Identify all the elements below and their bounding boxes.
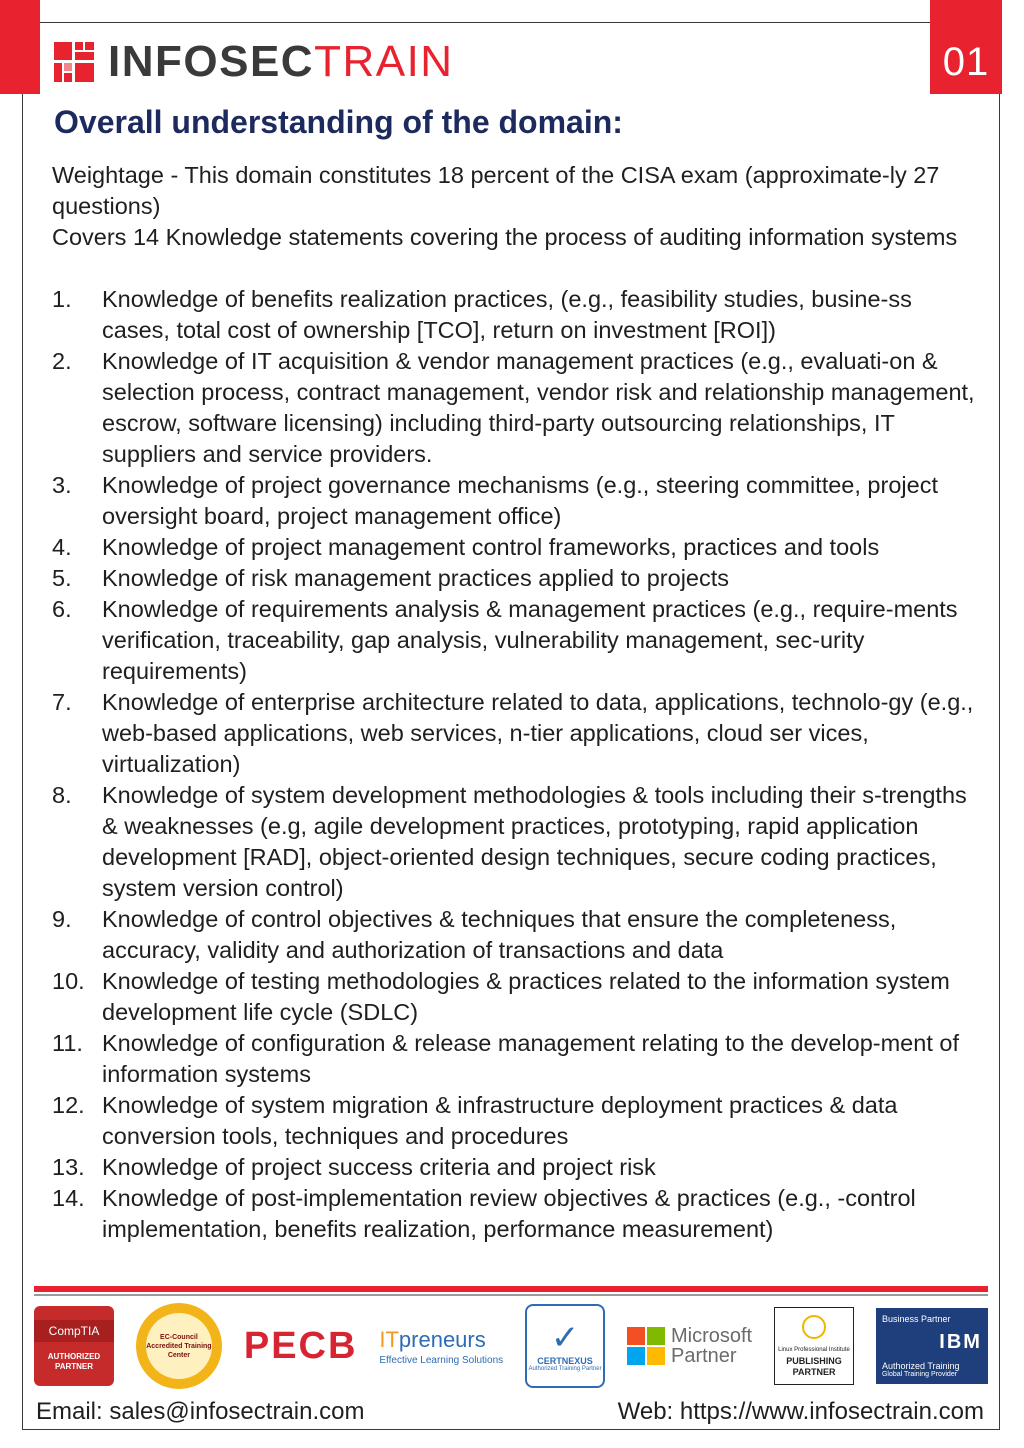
brand-part-2: TRAIN — [314, 37, 454, 86]
list-item-text: Knowledge of IT acquisition & vendor management practices (e.g., evaluati-on & selection process, contract management, vendor risk and relationship management, escrow, software licensing) including third-party outsourcing relationships, IT suppliers and service providers. — [102, 348, 975, 467]
page-title: Overall understanding of the domain: — [54, 104, 623, 140]
list-item-text: Knowledge of control objectives & techniques that ensure the completeness, accuracy, validity and authorization of transactions and data — [102, 906, 897, 963]
intro — [52, 160, 977, 253]
list-item-number: 10. — [52, 968, 85, 994]
list-item — [52, 1152, 977, 1183]
logo-mark-icon — [54, 42, 94, 82]
list-item-text: Knowledge of project success criteria and project risk — [102, 1154, 656, 1180]
brand-logo — [54, 37, 454, 86]
list-item-number: 1. — [52, 286, 72, 312]
itpreneurs-logo: ITpreneurs Effective Learning Solutions — [379, 1326, 504, 1366]
list-item-number: 12. — [52, 1092, 85, 1118]
list-item — [52, 284, 977, 346]
list-item-text: Knowledge of post-implementation review objectives & practices (e.g., -control implementation, benefits realization, performance measurement) — [102, 1185, 916, 1242]
list-item-text: Knowledge of project management control frameworks, practices and tools — [102, 534, 880, 560]
list-item-number: 6. — [52, 596, 72, 622]
list-item-text: Knowledge of system development methodologies & tools including their s-trengths & weaknesses (e.g, agile development practices, prototyping, rapid application development [RAD], object-oriented design techniques, secure coding practices, system version control) — [102, 782, 967, 901]
lpi-publishing-partner-logo: Linux Professional Institute PUBLISHING PARTNER — [774, 1307, 854, 1385]
list-item — [52, 563, 977, 594]
list-item — [52, 1183, 977, 1245]
list-item-number: 3. — [52, 472, 72, 498]
footer-web: Web: https://www.infosectrain.com — [617, 1398, 984, 1425]
list-item-number: 9. — [52, 906, 72, 932]
knowledge-list — [52, 284, 977, 1245]
list-item-number: 7. — [52, 689, 72, 715]
list-item-number: 8. — [52, 782, 72, 808]
list-item-number: 2. — [52, 348, 72, 374]
footer-email: Email: sales@infosectrain.com — [36, 1398, 365, 1425]
list-item — [52, 1028, 977, 1090]
ibm-business-partner-logo: Business Partner IBM Authorized Training Global Training Provider — [876, 1308, 988, 1384]
list-item-text: Knowledge of benefits realization practices, (e.g., feasibility studies, busine-ss cases, total cost of ownership [TCO], return on investment [ROI]) — [102, 286, 912, 343]
list-item-text: Knowledge of configuration & release management relating to the develop-ment of information systems — [102, 1030, 959, 1087]
list-item — [52, 470, 977, 532]
list-item — [52, 532, 977, 563]
certnexus-logo: ✓ CERTNEXUS Authorized Training Partner — [525, 1304, 605, 1388]
brand-name — [108, 37, 454, 86]
lpi-icon — [802, 1315, 826, 1339]
comptia-logo: CompTIA AUTHORIZED PARTNER — [34, 1306, 114, 1386]
main-content — [52, 160, 977, 1245]
list-item — [52, 594, 977, 687]
list-item-text: Knowledge of system migration & infrastructure deployment practices & data conversion tools, techniques and procedures — [102, 1092, 898, 1149]
checkmark-icon: ✓ — [550, 1319, 580, 1357]
list-item — [52, 780, 977, 904]
eccouncil-seal: EC-Council Accredited Training Center — [136, 1303, 222, 1389]
corner-accent — [0, 0, 40, 94]
list-item-number: 13. — [52, 1154, 85, 1180]
list-item — [52, 904, 977, 966]
microsoft-icon — [627, 1327, 665, 1365]
pecb-logo: PECB — [243, 1324, 358, 1367]
list-item-text: Knowledge of enterprise architecture related to data, applications, technolo-gy (e.g., web-based applications, web services, n-tier applications, cloud ser vices, virtualization) — [102, 689, 974, 777]
footer-divider-red — [34, 1286, 988, 1292]
page-number: 01 — [930, 0, 1002, 94]
list-item-number: 14. — [52, 1185, 85, 1211]
list-item-number: 5. — [52, 565, 72, 591]
list-item — [52, 687, 977, 780]
list-item-text: Knowledge of risk management practices applied to projects — [102, 565, 730, 591]
covers-paragraph: Covers 14 Knowledge statements covering the process of auditing information systems — [52, 224, 958, 250]
list-item-text: Knowledge of project governance mechanisms (e.g., steering committee, project oversight board, project management office) — [102, 472, 938, 529]
list-item — [52, 346, 977, 470]
weightage-text: - This domain constitutes 18 percent of the CISA exam (approximate-ly 27 questions) — [52, 162, 940, 219]
weightage-label: Weightage — [52, 162, 164, 188]
footer-divider-gray — [34, 1294, 988, 1296]
brand-part-1: INFOSEC — [108, 37, 315, 86]
list-item — [52, 1090, 977, 1152]
list-item-text: Knowledge of requirements analysis & management practices (e.g., require-ments verification, traceability, gap analysis, vulnerability management, sec-urity requirements) — [102, 596, 958, 684]
weightage-paragraph — [52, 160, 977, 222]
list-item-number: 4. — [52, 534, 72, 560]
list-item-text: Knowledge of testing methodologies & practices related to the information system development life cycle (SDLC) — [102, 968, 950, 1025]
partner-logos — [34, 1304, 988, 1388]
microsoft-partner-logo: Microsoft Partner — [627, 1326, 752, 1366]
list-item-number: 11. — [52, 1030, 83, 1056]
list-item — [52, 966, 977, 1028]
